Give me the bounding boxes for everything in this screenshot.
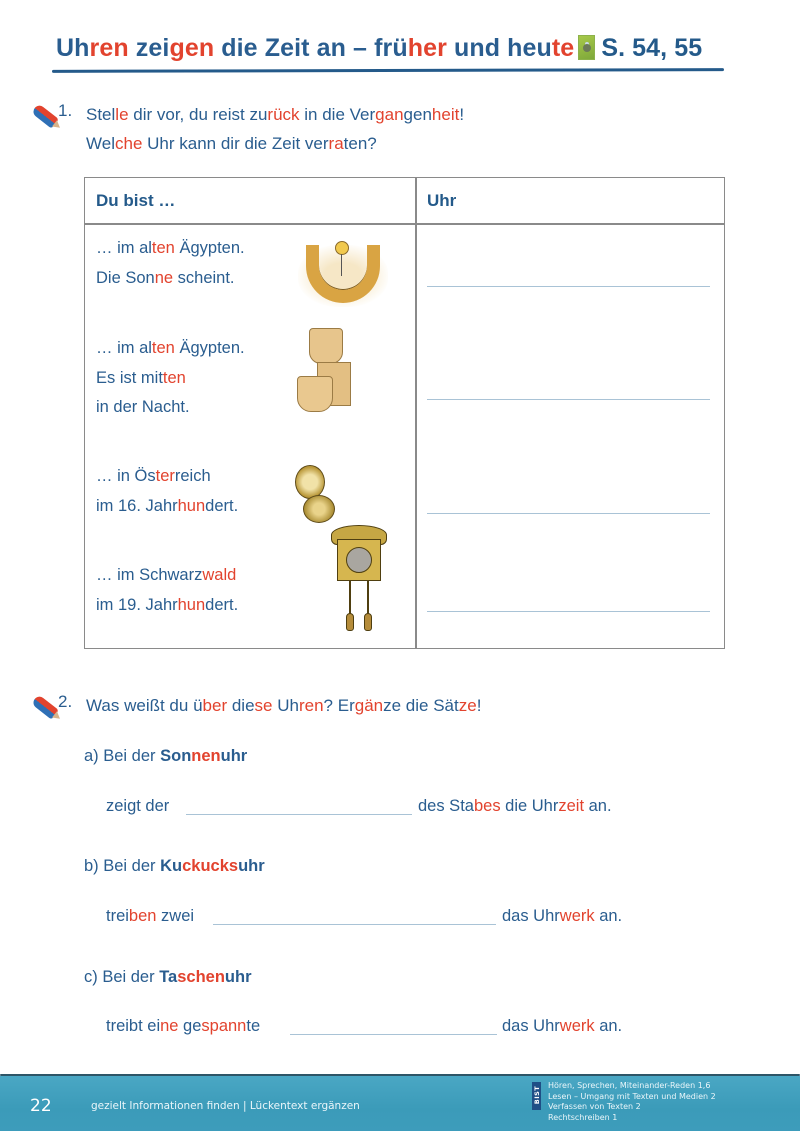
pencil-icon: [31, 103, 59, 128]
cuckoo-clock-illustration: [329, 521, 389, 633]
item-b-before: treiben zwei: [106, 907, 195, 925]
table-row-1-text: [96, 234, 245, 293]
standard-item: Lesen – Umgang mit Texten und Medien 2: [548, 1091, 716, 1101]
sundial-illustration: [298, 241, 388, 307]
item-b-after: das Uhrwerk an.: [502, 907, 623, 925]
gap-input-a[interactable]: [186, 814, 412, 815]
standard-item: Hören, Sprechen, Miteinander-Reden 1,6: [548, 1081, 711, 1090]
table-row-3-text: [96, 462, 238, 521]
row-line: in der Nacht.: [96, 398, 190, 416]
row-line: … im alten Ägypten.: [96, 239, 245, 257]
task-1: [30, 101, 770, 161]
item-b-label: [84, 857, 265, 876]
pencil-icon: [31, 694, 59, 719]
gap-input-c[interactable]: [290, 1034, 497, 1035]
column-header-uhr: Uhr: [427, 191, 457, 210]
title-text: Uhren zeigen die Zeit an – früher und heute: [56, 34, 575, 62]
bist-badge: [532, 1082, 541, 1110]
answer-line-row-3[interactable]: [427, 513, 710, 514]
answer-line-row-1[interactable]: [427, 286, 710, 287]
item-keyword: Kuckucksuhr: [160, 857, 265, 875]
answer-line-row-2[interactable]: [427, 399, 710, 400]
footer-caption: gezielt Informationen finden | Lückentext ergänzen: [91, 1100, 360, 1112]
item-label: b) Bei der: [84, 857, 161, 875]
column-divider: [415, 178, 417, 648]
item-keyword: Taschenuhr: [159, 968, 252, 986]
page-number: 22: [30, 1096, 52, 1116]
table-row-4-text: [96, 561, 238, 620]
row-line: … im alten Ägypten.: [96, 339, 245, 357]
column-header-du-bist: Du bist …: [96, 191, 176, 210]
page-title: [56, 34, 736, 63]
item-a-before: zeigt der: [106, 797, 170, 815]
task-1-instruction-line2: Welche Uhr kann dir die Zeit verraten?: [86, 134, 377, 153]
row-line: Es ist mitten: [96, 368, 186, 387]
standard-item: Rechtschreiben 1: [548, 1112, 618, 1122]
title-underline: [52, 68, 724, 73]
standard-item: Verfassen von Texten 2: [548, 1102, 641, 1111]
item-keyword: Sonnenuhr: [160, 747, 248, 765]
bist-label: BIST: [533, 1085, 541, 1105]
item-a-after: des Stabes die Uhrzeit an.: [418, 797, 612, 815]
page-footer: [0, 1076, 800, 1131]
task-number: 1.: [58, 101, 73, 120]
page-reference: S. 54, 55: [601, 34, 703, 62]
task-1-instruction-line1: Stelle dir vor, du reist zurück in die Vergangenheit!: [86, 105, 465, 124]
answer-line-row-4[interactable]: [427, 611, 710, 612]
item-c-label: [84, 968, 252, 987]
row-line: … im Schwarzwald: [96, 566, 237, 584]
item-a-label: [84, 747, 247, 766]
clock-table: [84, 177, 725, 649]
header-divider: [85, 223, 724, 225]
row-line: … in Österreich: [96, 467, 211, 485]
standards-list: [548, 1081, 716, 1123]
row-line: im 19. Jahrhundert.: [96, 595, 239, 614]
table-row-2-text: [96, 334, 245, 423]
row-line: Die Sonne scheint.: [96, 268, 235, 287]
task-number: 2.: [58, 692, 73, 711]
book-reference-icon: [578, 35, 595, 60]
item-label: c) Bei der: [84, 968, 160, 986]
row-line: im 16. Jahrhundert.: [96, 496, 239, 515]
gap-input-b[interactable]: [213, 924, 496, 925]
item-label: a) Bei der: [84, 747, 161, 765]
water-clock-illustration: [295, 328, 355, 416]
item-c-after: das Uhrwerk an.: [502, 1017, 623, 1035]
item-c-before: treibt eine gespannte: [106, 1017, 261, 1035]
task-2-instruction: Was weißt du über diese Uhren? Ergänze die Sätze!: [86, 696, 482, 715]
task-2: [30, 692, 770, 722]
